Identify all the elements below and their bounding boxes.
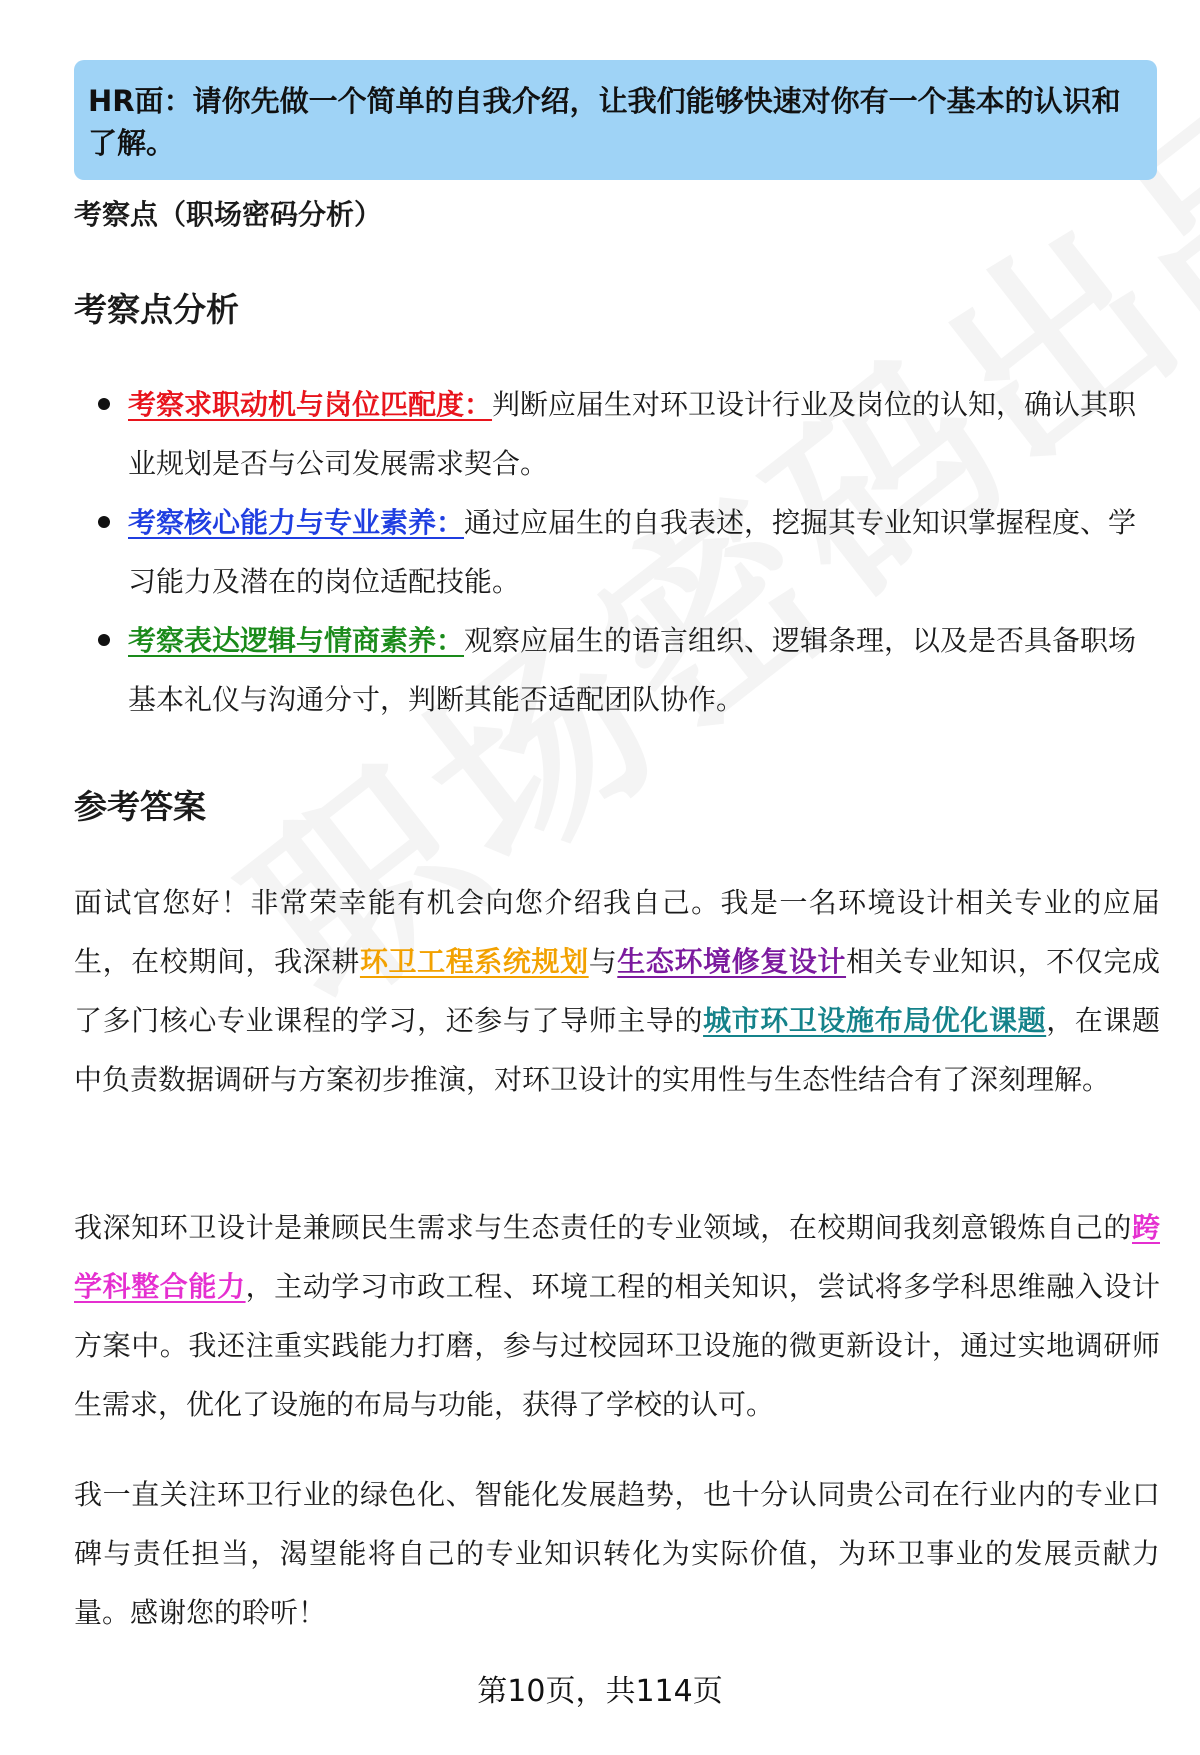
bullet-text: 通过应届生的自我表述，挖掘其专业知识掌握程度、学习能力及潜在的岗位适配技能。 [128, 506, 1137, 598]
text-run: 相关专业知识，不仅完成了多门核心专业课程的学习，还参与了导师主导的 [74, 945, 1160, 1037]
page-number: 第10页，共114页 [477, 1674, 723, 1709]
question-text: HR面：请你先做一个简单的自我介绍，让我们能够快速对你有一个基本的认识和了解。 [88, 84, 1121, 160]
bullet-text: 判断应届生对环卫设计行业及岗位的认知，确认其职业规划是否与公司发展需求契合。 [128, 388, 1137, 480]
bullet-dot-icon [98, 398, 110, 410]
analysis-heading: 考察点分析 [74, 290, 239, 329]
highlight-term: 环卫工程系统规划 [359, 945, 589, 978]
list-item [74, 493, 1160, 611]
bullet-text: 观察应届生的语言组织、逻辑条理，以及是否具备职场基本礼仪与沟通分寸，判断其能否适配团队协作。 [128, 624, 1137, 716]
subtitle: 考察点（职场密码分析） [74, 198, 383, 231]
text-run: 我深知环卫设计是兼顾民生需求与生态责任的专业领域，在校期间我刻意锻炼自己的 [74, 1211, 1132, 1244]
answer-paragraph-1 [74, 873, 1160, 1109]
text-run: ，主动学习市政工程、环境工程的相关知识，尝试将多学科思维融入设计方案中。我还注重实践能力打磨，参与过校园环卫设施的微更新设计，通过实地调研师生需求，优化了设施的布局与功能，获得了学校的认可。 [74, 1270, 1160, 1421]
text-run: 与 [588, 945, 618, 978]
list-item [74, 375, 1160, 493]
highlight-term: 跨学科整合能力 [74, 1211, 1160, 1303]
answer-heading: 参考答案 [74, 787, 206, 826]
list-item [74, 611, 1160, 729]
bullet-label: 考察核心能力与专业素养： [128, 506, 465, 539]
bullet-dot-icon [98, 516, 110, 528]
highlight-term: 生态环境修复设计 [617, 945, 847, 978]
bullet-label: 考察求职动机与岗位匹配度： [128, 388, 493, 421]
text-run: 面试官您好！非常荣幸能有机会向您介绍我自己。我是一名环境设计相关专业的应届生，在校期间，我深耕 [74, 886, 1160, 978]
analysis-list [74, 375, 1160, 729]
answer-paragraph-3: 我一直关注环卫行业的绿色化、智能化发展趋势，也十分认同贵公司在行业内的专业口碑与责任担当，渴望能将自己的专业知识转化为实际价值，为环卫事业的发展贡献力量。感谢您的聆听！ [74, 1478, 1160, 1629]
text-run: ，在课题中负责数据调研与方案初步推演，对环卫设计的实用性与生态性结合有了深刻理解。 [74, 1004, 1160, 1096]
answer-paragraph-2 [74, 1198, 1160, 1434]
question-box [74, 60, 1157, 180]
bullet-dot-icon [98, 634, 110, 646]
highlight-term: 城市环卫设施布局优化课题 [703, 1004, 1047, 1037]
bullet-label: 考察表达逻辑与情商素养： [128, 624, 465, 657]
